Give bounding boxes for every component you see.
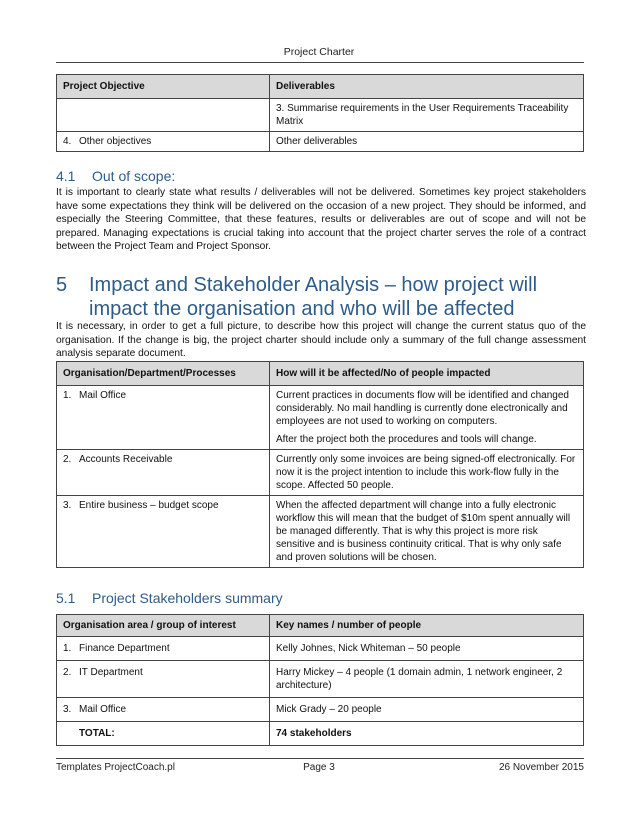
row-number: 2. [63,667,72,678]
section-heading-4-1 [56,168,175,184]
table-cell-impact [270,450,584,496]
footer-divider [56,758,584,759]
column-header-names: Key names / number of people [270,615,584,637]
section-5-body: It is necessary, in order to get a full picture, to describe how this project will change the current status quo of the organisation. If the change is big, the project charter should include only a summary of the full change assessment analysis separate document. [56,321,586,359]
impact-text: When the affected department will change into a fully electronic workflow this will mean that the budget of $10m spent annually will be managed differently. That is why this project is more risk sensitive and is business continuity critical. That is why only safe and proven solutions will be chosen. [276,500,571,563]
impact-text: Currently only some invoices are being signed-off electronically. For now it is the project intention to include this work-flow fully in the scope. Affected 50 people. [276,454,576,491]
table-header-row [57,75,584,99]
section-4-1-body: It is important to clearly state what results / deliverables will not be delivered. Sometimes key project stakeholders have some expectations they think will be delivered on the occasion of a new project. They should be informed, and especially the Steering Committee, that these features, results or deliverables are out of scope and will not be prepared. Managing expectations is crucial taking into account that the project charter serves the role of a contract between the Project Team and Project Sponsor. [56,187,586,252]
table-cell-deliverable: 3. Summarise requirements in the User Requirements Traceability Matrix [270,99,584,132]
column-header-objective: Project Objective [57,75,270,99]
total-label: TOTAL: [79,728,115,739]
impact-table [56,361,584,568]
table-cell-area [57,698,270,722]
area-name: IT Department [79,667,143,678]
table-cell-area [57,661,270,698]
table-cell-names: Harry Mickey – 4 people (1 domain admin, 1 network engineer, 2 architecture) [270,661,584,698]
column-header-impact: How will it be affected/No of people impacted [270,362,584,386]
table-cell-names: Mick Grady – 20 people [270,698,584,722]
impact-text: Current practices in documents flow will be identified and changed considerably. No mail handling is currently done electronically and employees are not used to working on computers. [276,390,569,427]
table-cell-names: Kelly Johnes, Nick Whiteman – 50 people [270,637,584,661]
impact-text: After the project both the procedures and tools will change. [276,434,537,445]
table-cell-department [57,450,270,496]
table-cell-total-value [270,722,584,746]
table-cell-department [57,386,270,450]
table-row [57,99,584,132]
table-cell-department [57,496,270,568]
section-title: Out of scope: [92,168,176,184]
table-row [57,386,584,450]
table-header-row [57,615,584,637]
table-row [57,698,584,722]
department-name: Accounts Receivable [79,454,173,465]
objective-text: Other objectives [79,136,152,147]
row-number: 2. [63,454,72,465]
table-cell-impact [270,496,584,568]
area-name: Mail Office [79,704,127,715]
column-header-area: Organisation area / group of interest [57,615,270,637]
total-row [57,722,584,746]
column-header-deliverables: Deliverables [270,75,584,99]
page-header-title: Project Charter [283,46,355,58]
table-cell-objective [57,132,270,152]
table-row [57,637,584,661]
row-number: 1. [63,643,72,654]
column-header-organisation: Organisation/Department/Processes [57,362,270,386]
table-row [57,661,584,698]
section-heading-5-1 [56,590,283,606]
table-row [57,450,584,496]
table-header-row [57,362,584,386]
section-heading-5 [56,273,596,321]
footer-source: Templates ProjectCoach.pl [56,762,175,773]
row-number: 4. [63,136,72,147]
table-cell-area [57,637,270,661]
table-row [57,496,584,568]
total-value: 74 stakeholders [276,728,352,739]
section-title: Project Stakeholders summary [92,590,283,606]
table-cell-deliverable: Other deliverables [270,132,584,152]
header-divider [56,62,584,63]
table-cell-impact [270,386,584,450]
table-cell-objective [57,99,270,132]
section-number: 5 [56,274,68,296]
table-row [57,132,584,152]
section-number: 5.1 [56,590,76,606]
department-name: Mail Office [79,390,127,401]
row-number: 1. [63,390,72,401]
row-number: 3. [63,704,72,715]
row-number: 3. [63,500,72,511]
department-name: Entire business – budget scope [79,500,219,511]
footer-date: 26 November 2015 [498,762,584,773]
stakeholders-table [56,614,584,746]
table-cell-total-label [57,722,270,746]
area-name: Finance Department [79,643,170,654]
section-number: 4.1 [56,168,76,184]
section-title: Impact and Stakeholder Analysis – how project will impact the organisation and who will be affected [89,274,538,320]
objectives-table [56,74,584,152]
footer-page-number: Page 3 [303,762,335,773]
